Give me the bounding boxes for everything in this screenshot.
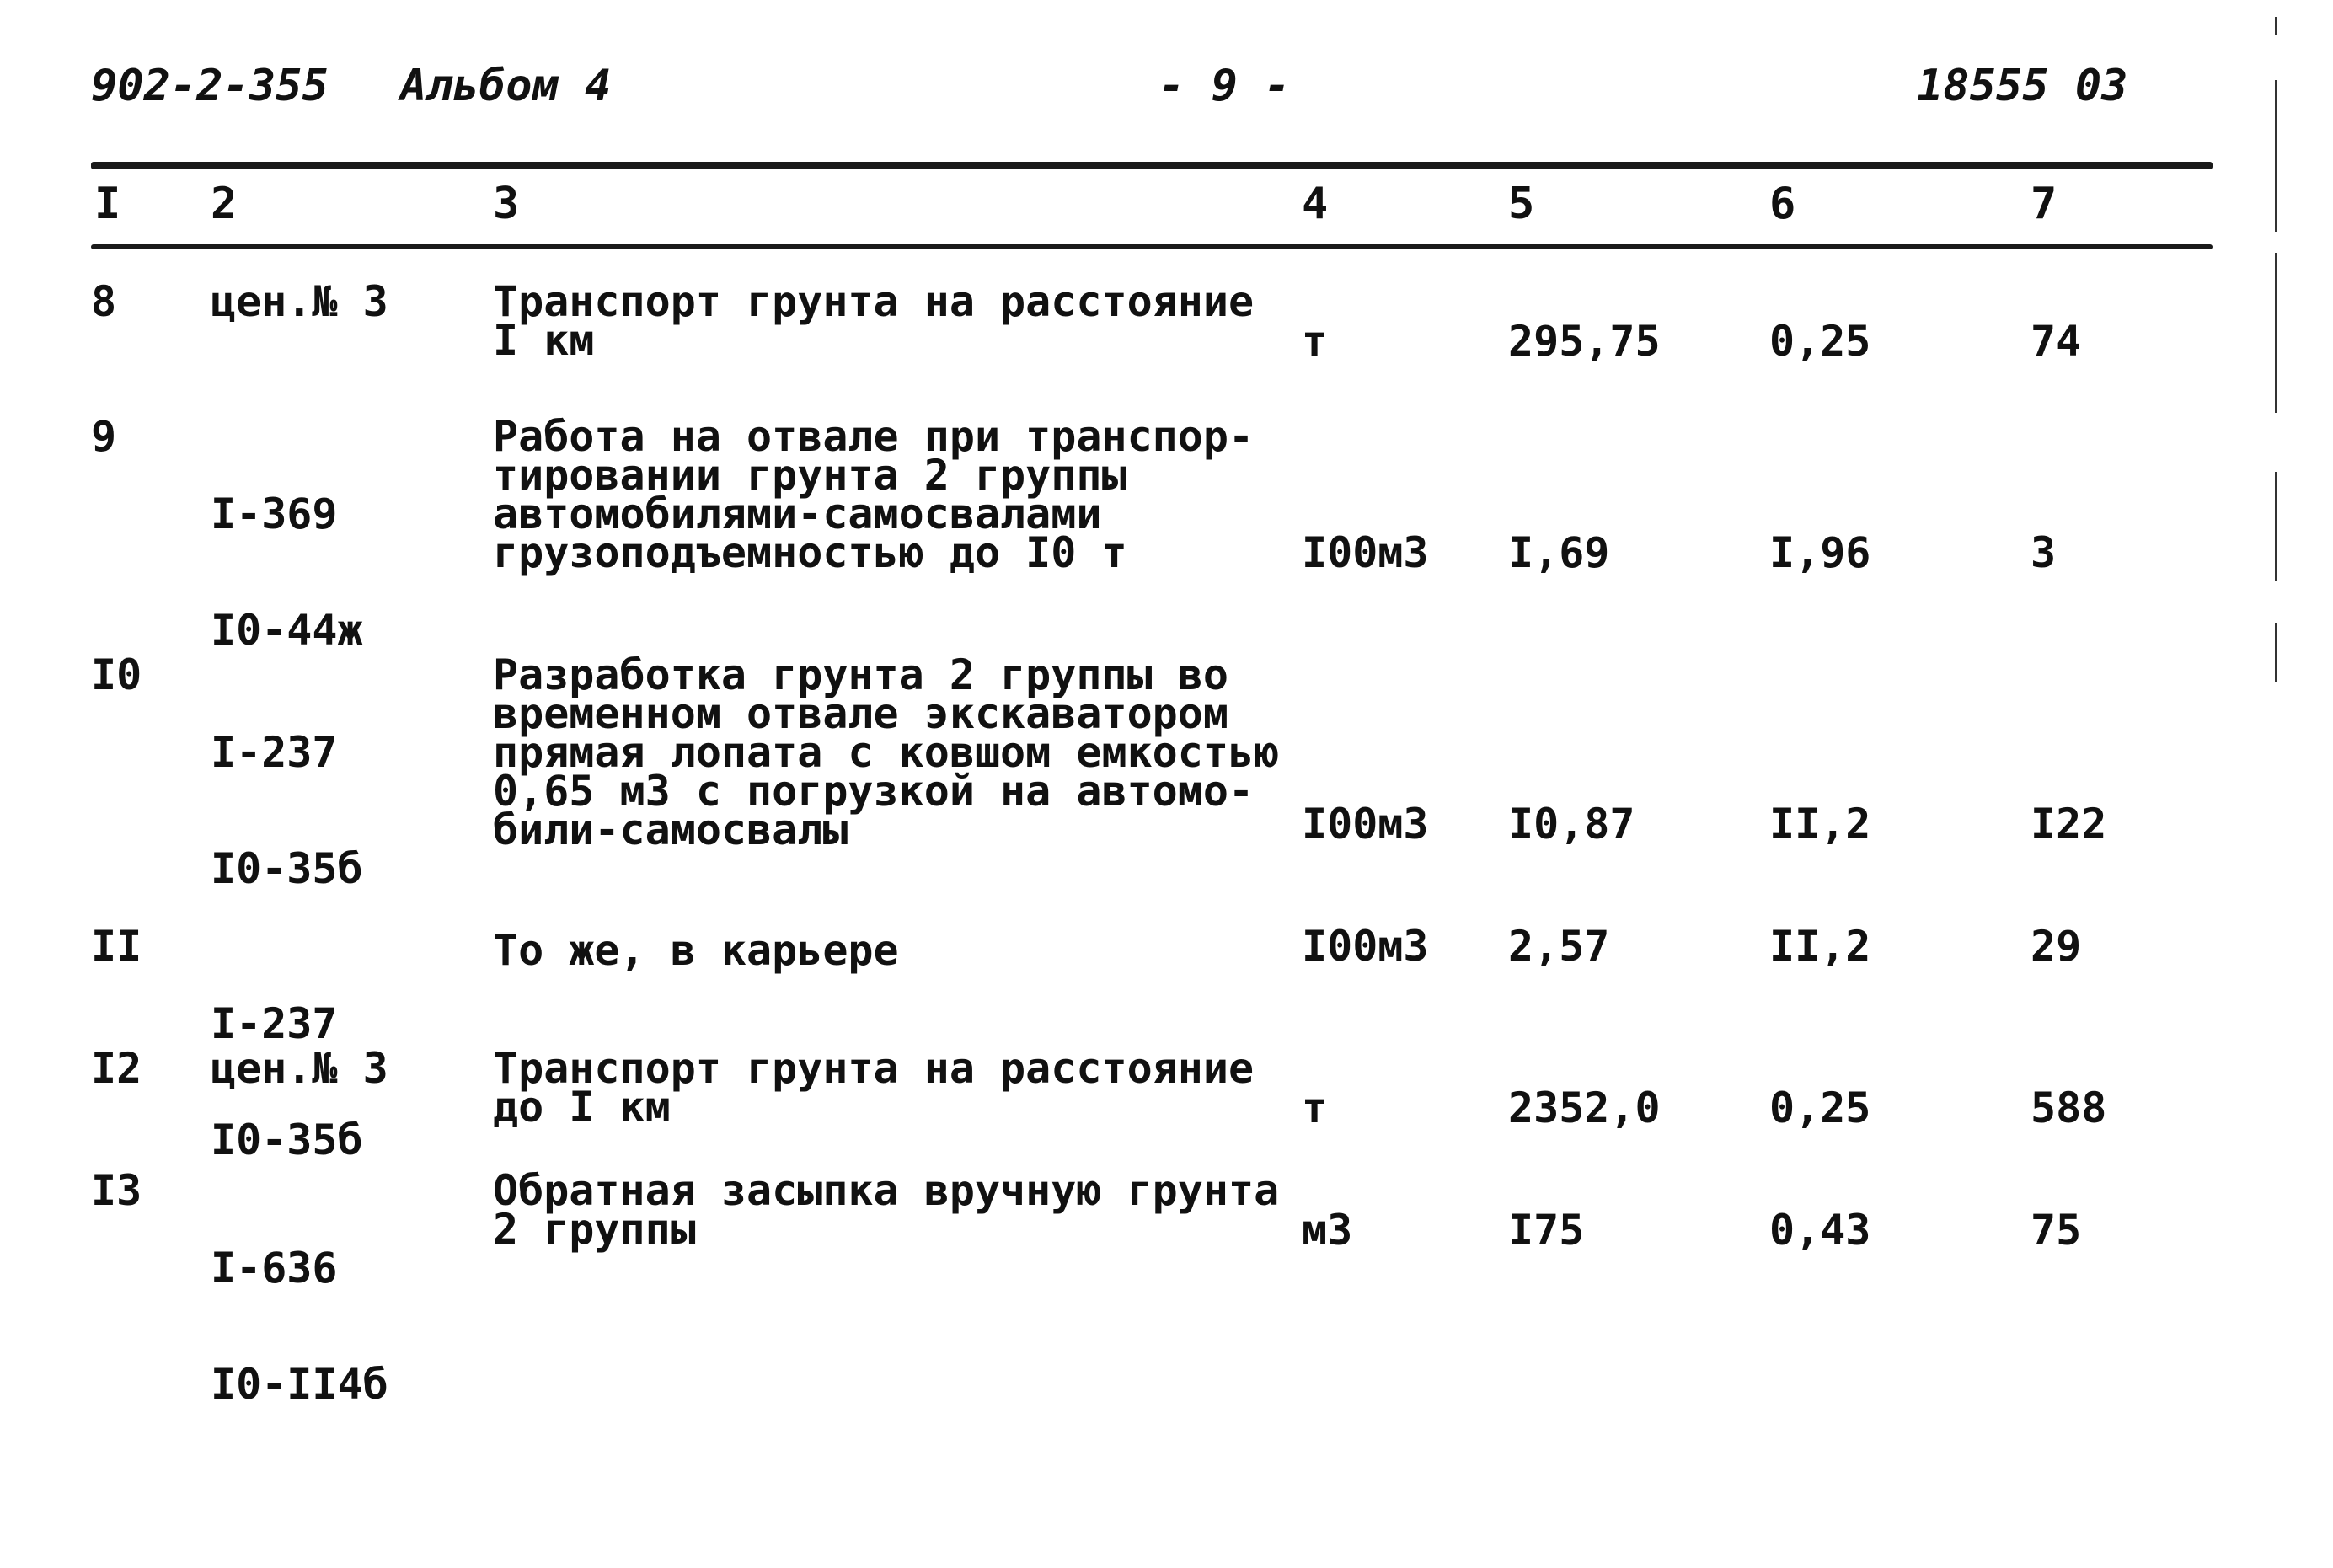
total-cost: 29 — [2031, 922, 2082, 971]
column-number-3: 3 — [493, 179, 520, 229]
unit-price: II,2 — [1769, 922, 1871, 971]
work-description: Работа на отвале при транспор- тировании грунта 2 группы автомобилями-самосвалами грузоподъемностью до I0 т — [493, 412, 1255, 577]
row-number: II — [91, 922, 142, 971]
inventory-number: 18555 03 — [1917, 61, 2128, 111]
row-number: I0 — [91, 650, 142, 699]
total-cost: 75 — [2031, 1206, 2082, 1255]
unit-price: 0,25 — [1769, 317, 1871, 366]
unit-price: 0,43 — [1769, 1206, 1871, 1255]
rate-code: I-636 I0-II4б — [211, 1244, 388, 1409]
column-number-1: I — [94, 179, 121, 229]
margin-mark — [2275, 253, 2277, 413]
unit: т — [1302, 1084, 1328, 1132]
column-number-4: 4 — [1302, 179, 1329, 229]
total-cost: 588 — [2031, 1084, 2107, 1132]
rate-code: I-237 I0-35б — [211, 728, 363, 893]
work-description: Обратная засыпка вручную грунта 2 группы — [493, 1166, 1280, 1254]
work-description: То же, в карьере — [493, 926, 899, 975]
table-top-rule — [91, 162, 2213, 169]
unit: т — [1302, 317, 1328, 366]
work-description: Транспорт грунта на расстояние до I км — [493, 1044, 1255, 1132]
unit: I00м3 — [1302, 528, 1429, 577]
column-number-5: 5 — [1508, 179, 1535, 229]
unit: I00м3 — [1302, 922, 1429, 971]
row-number: 8 — [91, 277, 117, 326]
margin-mark — [2275, 17, 2277, 35]
rate-code: цен.№ 3 — [211, 277, 388, 326]
quantity: 295,75 — [1508, 317, 1661, 366]
quantity: I0,87 — [1508, 800, 1635, 848]
document-code: 902-2-355 — [91, 61, 329, 111]
rate-code: I-369 I0-44ж — [211, 490, 363, 655]
margin-mark — [2275, 80, 2277, 232]
column-number-2: 2 — [211, 179, 238, 229]
total-cost: I22 — [2031, 800, 2107, 848]
quantity: 2,57 — [1508, 922, 1610, 971]
row-number: I3 — [91, 1166, 142, 1215]
album-label: Альбом 4 — [400, 61, 612, 111]
row-number: 9 — [91, 412, 117, 461]
unit-price: I,96 — [1769, 528, 1871, 577]
margin-mark — [2275, 472, 2277, 581]
total-cost: 74 — [2031, 317, 2082, 366]
rate-code: цен.№ 3 — [211, 1044, 388, 1093]
rate-code: I-237 I0-35б — [211, 999, 363, 1164]
page-number: - 9 - — [1158, 61, 1291, 111]
total-cost: 3 — [2031, 528, 2057, 577]
column-number-6: 6 — [1769, 179, 1796, 229]
quantity: I,69 — [1508, 528, 1610, 577]
unit: м3 — [1302, 1206, 1353, 1255]
margin-mark — [2275, 623, 2277, 682]
unit: I00м3 — [1302, 800, 1429, 848]
unit-price: 0,25 — [1769, 1084, 1871, 1132]
quantity: I75 — [1508, 1206, 1585, 1255]
quantity: 2352,0 — [1508, 1084, 1661, 1132]
table-header-rule — [91, 244, 2213, 249]
column-number-7: 7 — [2031, 179, 2057, 229]
row-number: I2 — [91, 1044, 142, 1093]
unit-price: II,2 — [1769, 800, 1871, 848]
work-description: Транспорт грунта на расстояние I км — [493, 277, 1255, 365]
work-description: Разработка грунта 2 группы во временном отвале экскаватором прямая лопата с ковшом емкостью 0,65 м3 с погрузкой на автомо- били-самосвалы — [493, 650, 1280, 854]
